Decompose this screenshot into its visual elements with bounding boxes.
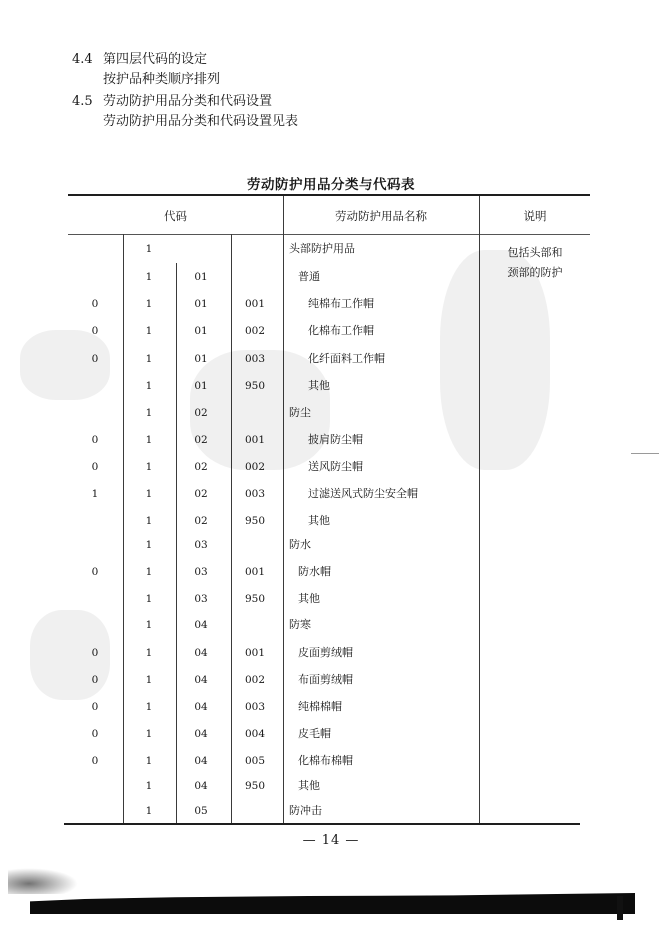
code-level-3-cell: 02 (194, 461, 208, 473)
item-name-cell: 送风防尘帽 (308, 460, 363, 473)
section-text: 劳动防护用品分类和代码设置见表 (103, 114, 299, 129)
table-row (0, 512, 662, 530)
section-number: 4.4 (72, 52, 93, 67)
code-level-4-cell: 001 (244, 434, 266, 446)
section-4-4-body (103, 72, 220, 88)
section-4-5-heading (72, 94, 272, 110)
code-level-3-cell: 02 (194, 434, 208, 446)
code-level-2-cell: 1 (145, 805, 153, 817)
scan-margin-tick (631, 453, 659, 454)
table-row (0, 752, 662, 770)
code-level-4-cell: 003 (244, 353, 266, 365)
item-name-cell: 其他 (308, 379, 330, 392)
header-code: 代码 (164, 209, 187, 223)
code-level-3-cell: 04 (194, 701, 208, 713)
item-name-cell: 皮毛帽 (298, 727, 331, 740)
code-level-3-cell: 04 (194, 780, 208, 792)
item-name-cell: 纯棉布工作帽 (308, 297, 374, 310)
code-level-3-cell: 03 (194, 566, 208, 578)
item-name-cell: 防尘 (289, 406, 311, 419)
item-name-cell: 头部防护用品 (289, 242, 355, 255)
item-name-cell: 防水 (289, 538, 311, 551)
code-level-2-cell: 1 (145, 593, 153, 605)
code-level-4-cell: 001 (244, 298, 266, 310)
item-name-cell: 防寒 (289, 618, 311, 631)
code-level-4-cell: 005 (244, 755, 266, 767)
code-level-1-cell: 0 (91, 353, 99, 365)
code-level-4-cell: 950 (244, 593, 266, 605)
code-level-1-cell: 0 (91, 647, 99, 659)
code-level-4-cell: 003 (244, 701, 266, 713)
code-level-1-cell: 0 (91, 728, 99, 740)
code-level-2-cell: 1 (145, 298, 153, 310)
code-level-3-cell: 04 (194, 728, 208, 740)
table-top-rule (68, 194, 590, 196)
code-level-2-cell: 1 (145, 461, 153, 473)
code-level-1-cell: 0 (91, 325, 99, 337)
code-level-4-cell: 003 (244, 488, 266, 500)
table-row (0, 777, 662, 795)
code-level-2-cell: 1 (145, 619, 153, 631)
item-name-cell: 其他 (298, 779, 320, 792)
code-level-1-cell: 0 (91, 461, 99, 473)
code-level-2-cell: 1 (145, 647, 153, 659)
code-level-1-cell: 0 (91, 755, 99, 767)
item-name-cell: 过滤送风式防尘安全帽 (308, 487, 418, 500)
code-level-3-cell: 03 (194, 593, 208, 605)
code-level-3-cell: 01 (194, 353, 208, 365)
code-level-2-cell: 1 (145, 243, 153, 255)
section-text: 劳动防护用品分类和代码设置 (103, 94, 273, 109)
code-level-3-cell: 01 (194, 271, 208, 283)
scan-shadow-bar (30, 884, 635, 914)
item-name-cell: 布面剪绒帽 (298, 673, 353, 686)
code-level-2-cell: 1 (145, 325, 153, 337)
code-level-1-cell: 0 (91, 701, 99, 713)
table-row (0, 698, 662, 716)
code-level-4-cell: 004 (244, 728, 266, 740)
code-level-3-cell: 01 (194, 325, 208, 337)
code-level-3-cell: 04 (194, 674, 208, 686)
code-level-2-cell: 1 (145, 701, 153, 713)
item-name-cell: 其他 (308, 514, 330, 527)
item-name-cell: 其他 (298, 592, 320, 605)
scan-smudge (8, 868, 78, 894)
item-name-cell: 皮面剪绒帽 (298, 646, 353, 659)
code-level-2-cell: 1 (145, 566, 153, 578)
item-name-cell: 防水帽 (298, 565, 331, 578)
code-level-4-cell: 950 (244, 780, 266, 792)
table-row (0, 590, 662, 608)
code-level-4-cell: 002 (244, 674, 266, 686)
code-level-4-cell: 001 (244, 647, 266, 659)
code-level-4-cell: 001 (244, 566, 266, 578)
scan-edge-mark (617, 896, 623, 920)
code-level-3-cell: 05 (194, 805, 208, 817)
code-level-1-cell: 0 (91, 298, 99, 310)
code-level-2-cell: 1 (145, 515, 153, 527)
item-name-cell: 普通 (298, 270, 320, 283)
code-level-3-cell: 04 (194, 647, 208, 659)
section-number: 4.5 (72, 94, 93, 109)
code-level-2-cell: 1 (145, 407, 153, 419)
code-level-2-cell: 1 (145, 674, 153, 686)
code-level-4-cell: 950 (244, 515, 266, 527)
scan-noise (20, 330, 110, 400)
code-level-3-cell: 01 (194, 380, 208, 392)
code-level-2-cell: 1 (145, 380, 153, 392)
section-text: 第四层代码的设定 (103, 52, 208, 67)
code-level-3-cell: 04 (194, 619, 208, 631)
table-row (0, 563, 662, 581)
code-level-4-cell: 002 (244, 461, 266, 473)
table-header-rule (68, 234, 590, 235)
code-level-2-cell: 1 (145, 271, 153, 283)
table-row (0, 536, 662, 554)
item-name-cell: 纯棉棉帽 (298, 700, 342, 713)
table-row (0, 431, 662, 449)
table-row (0, 725, 662, 743)
item-name-cell: 化棉布棉帽 (298, 754, 353, 767)
description-line: 颈部的防护 (507, 266, 563, 279)
item-name-cell: 化纤面料工作帽 (308, 352, 385, 365)
code-level-2-cell: 1 (145, 488, 153, 500)
code-level-3-cell: 02 (194, 407, 208, 419)
table-row (0, 404, 662, 422)
code-level-2-cell: 1 (145, 728, 153, 740)
code-level-3-cell: 01 (194, 298, 208, 310)
table-row (0, 295, 662, 313)
code-level-3-cell: 04 (194, 755, 208, 767)
table-title: 劳动防护用品分类与代码表 (247, 177, 415, 193)
scan-noise (30, 610, 110, 700)
scan-noise (440, 250, 550, 470)
code-level-3-cell: 03 (194, 539, 208, 551)
header-description: 说明 (523, 209, 547, 223)
header-name: 劳动防护用品名称 (335, 209, 427, 223)
code-level-4-cell: 950 (244, 380, 266, 392)
section-4-4-heading (72, 52, 207, 68)
table-row (0, 802, 662, 820)
code-level-1-cell: 1 (91, 488, 99, 500)
description-line: 包括头部和 (507, 246, 563, 259)
item-name-cell: 化棉布工作帽 (308, 324, 374, 337)
code-level-3-cell: 02 (194, 515, 208, 527)
table-row (0, 458, 662, 476)
item-name-cell: 披肩防尘帽 (308, 433, 363, 446)
code-level-1-cell: 0 (91, 566, 99, 578)
code-level-2-cell: 1 (145, 434, 153, 446)
table-row (0, 485, 662, 503)
code-level-2-cell: 1 (145, 780, 153, 792)
scan-noise (190, 350, 330, 470)
code-level-2-cell: 1 (145, 755, 153, 767)
section-4-5-body (103, 114, 298, 130)
page-number: — 14 — (302, 833, 360, 848)
item-name-cell: 防冲击 (289, 804, 322, 817)
table-bottom-rule (64, 823, 580, 825)
code-level-2-cell: 1 (145, 353, 153, 365)
code-level-1-cell: 0 (91, 434, 99, 446)
code-level-1-cell: 0 (91, 674, 99, 686)
code-level-3-cell: 02 (194, 488, 208, 500)
section-text: 按护品种类顺序排列 (103, 72, 221, 87)
code-level-4-cell: 002 (244, 325, 266, 337)
code-level-2-cell: 1 (145, 539, 153, 551)
